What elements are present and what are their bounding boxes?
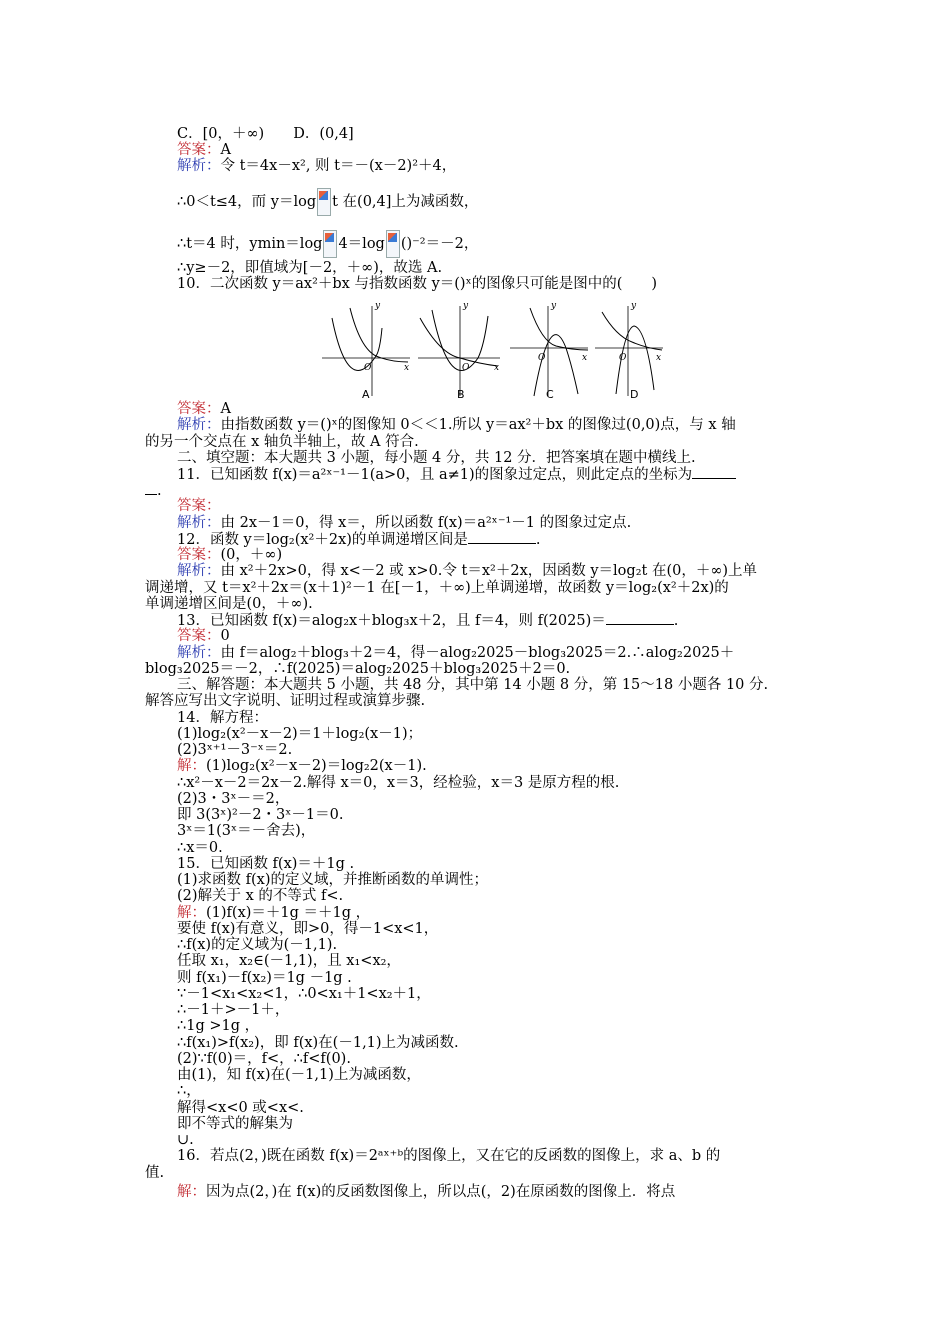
text-line bbox=[177, 1083, 201, 1100]
graph-a-x: x bbox=[404, 363, 410, 373]
text-line bbox=[177, 1100, 304, 1117]
text-line bbox=[177, 547, 282, 564]
answer-label: 解： bbox=[177, 1184, 206, 1200]
text-line bbox=[177, 1051, 351, 1068]
line-text: 的另一个交点在 x 轴负半轴上，故 A 符合. bbox=[145, 434, 419, 450]
text-line bbox=[177, 1035, 459, 1052]
text-line bbox=[177, 986, 431, 1003]
line-text: 由 x²＋2x>0，得 x<－2 或 x>0.令 t＝x²＋2x，因函数 y＝log₂t 在(0，＋∞)上单 bbox=[220, 563, 758, 579]
line-text: 值. bbox=[145, 1165, 165, 1181]
text-line bbox=[145, 1165, 164, 1182]
text-line bbox=[177, 1018, 259, 1035]
graph-c-y: y bbox=[551, 301, 557, 311]
line-text: ∴－1＋>－1＋， bbox=[177, 1002, 290, 1018]
line-text: ∴x＝0. bbox=[177, 840, 223, 856]
line-text: 因为点(2，)在 f(x)的反函数图像上，所以点(，2)在原函数的图像上．将点 bbox=[206, 1184, 676, 1200]
text-line bbox=[177, 466, 736, 484]
line-text: ∴1g >1g ， bbox=[177, 1018, 260, 1034]
line-text: 任取 x₁，x₂∈(－1,1)，且 x₁<x₂， bbox=[177, 953, 401, 969]
line-text: 单调递增区间是(0，＋∞). bbox=[145, 596, 313, 612]
text-line bbox=[177, 710, 268, 727]
answer-label: 答案： bbox=[177, 498, 221, 514]
answer-label: 解析： bbox=[177, 563, 221, 579]
line-text: 15．已知函数 f(x)＝＋1g . bbox=[177, 856, 355, 872]
text-line bbox=[145, 580, 729, 597]
graph-b-x: x bbox=[494, 363, 500, 373]
text-line bbox=[177, 126, 354, 143]
line-tail: . bbox=[535, 532, 541, 548]
text-line bbox=[177, 1067, 421, 1084]
graph-d-y: y bbox=[631, 301, 637, 311]
answer-label: 解： bbox=[177, 905, 206, 921]
graph-c-x: x bbox=[582, 353, 588, 363]
line-text: ()⁻²＝－2， bbox=[400, 236, 479, 252]
text-line bbox=[177, 888, 343, 905]
embedded-image-icon bbox=[323, 230, 337, 258]
text-line bbox=[177, 645, 734, 662]
text-line bbox=[177, 823, 315, 840]
line-text: 调递增，又 t＝x²＋2x＝(x＋1)²－1 在[－1，＋∞)上单调递增，故函数 y＝log₂(x²＋2x)的 bbox=[145, 580, 729, 596]
text-line bbox=[177, 840, 223, 857]
text-line bbox=[177, 937, 337, 954]
graph-b bbox=[418, 301, 500, 396]
line-text: ∴y≥－2，即值域为[－2，＋∞)，故选 A. bbox=[177, 260, 443, 276]
text-line bbox=[177, 450, 696, 467]
line-text: (2)∵f(0)＝，f<，∴f<f(0). bbox=[177, 1051, 351, 1067]
line-text: 即不等式的解集为 bbox=[177, 1116, 293, 1132]
fill-in-blank bbox=[145, 482, 157, 495]
text-line bbox=[145, 434, 419, 451]
text-line bbox=[177, 612, 678, 630]
line-text: 3ˣ＝1(3ˣ＝－舍去)， bbox=[177, 823, 316, 839]
line-text: (0，＋∞) bbox=[220, 547, 283, 563]
text-line bbox=[177, 807, 344, 824]
line-text: 由指数函数 y＝()ˣ的图像知 0＜＜1.所以 y＝ax²＋bx 的图像过(0,0)点，与 x 轴 bbox=[220, 417, 736, 433]
text-line bbox=[177, 188, 478, 216]
line-text: 令 t＝4x－x², 则 t＝－(x－2)²＋4， bbox=[220, 158, 457, 174]
text-line bbox=[177, 677, 768, 694]
embedded-image-icon bbox=[317, 188, 331, 216]
text-line bbox=[177, 563, 757, 580]
line-tail: . bbox=[673, 613, 679, 629]
graph-d-x: x bbox=[656, 353, 662, 363]
fill-in-blank bbox=[606, 612, 674, 625]
graph-label-d: D bbox=[630, 388, 639, 401]
line-text: 13．已知函数 f(x)＝alog₂x＋blog₃x＋2，且 f＝4，则 f(2025)＝ bbox=[177, 613, 606, 629]
graph-label-a: A bbox=[362, 388, 370, 401]
graph-label-c: C bbox=[546, 388, 554, 401]
text-line bbox=[177, 791, 289, 808]
line-text: 要使 f(x)有意义，即>0，得－1<x<1， bbox=[177, 921, 439, 937]
answer-label: 解析： bbox=[177, 645, 221, 661]
line-text: 解答应写出文字说明、证明过程或演算步骤. bbox=[145, 693, 426, 709]
text-line bbox=[177, 953, 401, 970]
answer-label: 答案： bbox=[177, 142, 221, 158]
text-line bbox=[177, 1002, 289, 1019]
graph-a-origin: O bbox=[364, 363, 372, 373]
text-line bbox=[177, 276, 657, 293]
fill-in-blank bbox=[468, 531, 536, 544]
line-text: 三、解答题：本大题共 5 小题，共 48 分，其中第 14 小题 8 分，第 15～18 小题各 10 分. bbox=[177, 677, 769, 693]
line-text: (2)3ˣ⁺¹－3⁻ˣ＝2. bbox=[177, 742, 293, 758]
answer-label: 解析： bbox=[177, 515, 221, 531]
text-line bbox=[145, 596, 313, 613]
text-line bbox=[177, 872, 488, 889]
line-text: 0 bbox=[220, 628, 230, 644]
line-text: 由(1)，知 f(x)在(－1,1)上为减函数， bbox=[177, 1067, 421, 1083]
answer-label: 解： bbox=[177, 758, 206, 774]
option-graphs-figure bbox=[320, 298, 665, 398]
text-line bbox=[177, 1148, 720, 1165]
text-line bbox=[177, 417, 736, 434]
line-text: A bbox=[220, 401, 231, 417]
text-line bbox=[177, 498, 221, 515]
line-text: 二、填空题：本大题共 3 小题，每小题 4 分，共 12 分．把答案填在题中横线上. bbox=[177, 450, 696, 466]
answer-label: 答案： bbox=[177, 628, 221, 644]
answer-label: 答案： bbox=[177, 401, 221, 417]
text-line bbox=[145, 693, 425, 710]
line-text: ∴0＜t≤4，而 y＝log bbox=[177, 194, 317, 210]
line-text: ∴f(x)的定义域为(－1,1). bbox=[177, 937, 338, 953]
text-line bbox=[177, 142, 231, 159]
text-line bbox=[145, 482, 162, 500]
line-text: 12．函数 y＝log₂(x²＋2x)的单调递增区间是 bbox=[177, 532, 468, 548]
text-line bbox=[177, 401, 231, 418]
line-text: 16．若点(2，)既在函数 f(x)＝2ᵃˣ⁺ᵇ的图像上，又在它的反函数的图像上，求 a、b 的 bbox=[177, 1148, 721, 1164]
line-text: ∴f(x₁)>f(x₂)，即 f(x)在(－1,1)上为减函数. bbox=[177, 1035, 459, 1051]
line-text: 14．解方程： bbox=[177, 710, 268, 726]
line-text: (1)f(x)＝＋1g ＝＋1g ， bbox=[206, 905, 371, 921]
text-line bbox=[177, 775, 619, 792]
graph-b-origin: O bbox=[462, 363, 470, 373]
graph-c bbox=[510, 301, 588, 396]
text-line bbox=[177, 1184, 675, 1201]
embedded-image-icon bbox=[386, 230, 400, 258]
line-text: ∪. bbox=[177, 1132, 194, 1148]
answer-label: 解析： bbox=[177, 417, 221, 433]
line-text: ∴x²－x－2＝2x－2.解得 x＝0，x＝3，经检验，x＝3 是原方程的根. bbox=[177, 775, 620, 791]
text-line bbox=[177, 742, 292, 759]
graph-a bbox=[322, 301, 410, 396]
text-line bbox=[177, 1116, 293, 1133]
graph-a-y: y bbox=[375, 301, 381, 311]
fill-in-blank bbox=[692, 466, 736, 479]
line-text: C．[0，＋∞) D．(0,4] bbox=[177, 126, 354, 142]
text-line bbox=[177, 260, 442, 277]
line-text: 解得<x<0 或<x<. bbox=[177, 1100, 304, 1116]
answer-label: 解析： bbox=[177, 158, 221, 174]
text-line bbox=[177, 230, 478, 258]
text-line bbox=[177, 921, 438, 938]
text-line bbox=[177, 856, 354, 873]
line-text: (1)log₂(x²－x－2)＝1＋log₂(x－1)； bbox=[177, 726, 423, 742]
line-text: 4＝log bbox=[338, 236, 385, 252]
text-line bbox=[177, 758, 427, 775]
text-line bbox=[145, 661, 570, 678]
text-line bbox=[177, 905, 370, 922]
line-text: t 在(0,4]上为减函数， bbox=[332, 194, 479, 210]
graph-b-y: y bbox=[463, 301, 469, 311]
line-text: A bbox=[220, 142, 231, 158]
line-text: 11．已知函数 f(x)＝a²ˣ⁻¹－1(a>0，且 a≠1)的图象过定点，则此定点的坐标为 bbox=[177, 467, 693, 483]
line-text: blog₃2025＝－2，∴f(2025)＝alog₂2025＋blog₃2025＋2＝0. bbox=[145, 661, 571, 677]
text-line bbox=[177, 158, 456, 175]
text-line bbox=[177, 515, 631, 532]
graph-c-origin: O bbox=[538, 353, 546, 363]
line-text: (2)解关于 x 的不等式 f<. bbox=[177, 888, 344, 904]
line-tail: . bbox=[157, 483, 162, 499]
graph-d-origin: O bbox=[619, 353, 627, 363]
graph-label-b: B bbox=[457, 388, 465, 401]
line-text: ∴， bbox=[177, 1083, 201, 1099]
text-line bbox=[177, 970, 352, 987]
line-text: 由 f＝alog₂＋blog₃＋2＝4，得－alog₂2025－blog₃2025＝2.∴alog₂2025＋ bbox=[220, 645, 735, 661]
line-text: ∵－1<x₁<x₂<1，∴0<x₁＋1<x₂＋1， bbox=[177, 986, 431, 1002]
line-text: 即 3(3ˣ)²－2・3ˣ－1＝0. bbox=[177, 807, 344, 823]
line-text: 由 2x－1＝0，得 x＝，所以函数 f(x)＝a²ˣ⁻¹－1 的图象过定点. bbox=[220, 515, 632, 531]
line-text: (2)3・3ˣ－＝2， bbox=[177, 791, 290, 807]
line-text: (1)log₂(x²－x－2)＝log₂2(x－1). bbox=[206, 758, 427, 774]
graph-d bbox=[595, 301, 663, 396]
answer-label: 答案： bbox=[177, 547, 221, 563]
line-text: 则 f(x₁)－f(x₂)＝1g －1g . bbox=[177, 970, 352, 986]
text-line bbox=[177, 1132, 194, 1149]
text-line bbox=[177, 726, 422, 743]
line-text: 10．二次函数 y＝ax²＋bx 与指数函数 y＝()ˣ的图像只可能是图中的( ) bbox=[177, 276, 658, 292]
line-text: (1)求函数 f(x)的定义域，并推断函数的单调性； bbox=[177, 872, 489, 888]
line-text: ∴t＝4 时，ymin＝log bbox=[177, 236, 323, 252]
text-line bbox=[177, 628, 230, 645]
graphs-svg bbox=[320, 298, 665, 398]
